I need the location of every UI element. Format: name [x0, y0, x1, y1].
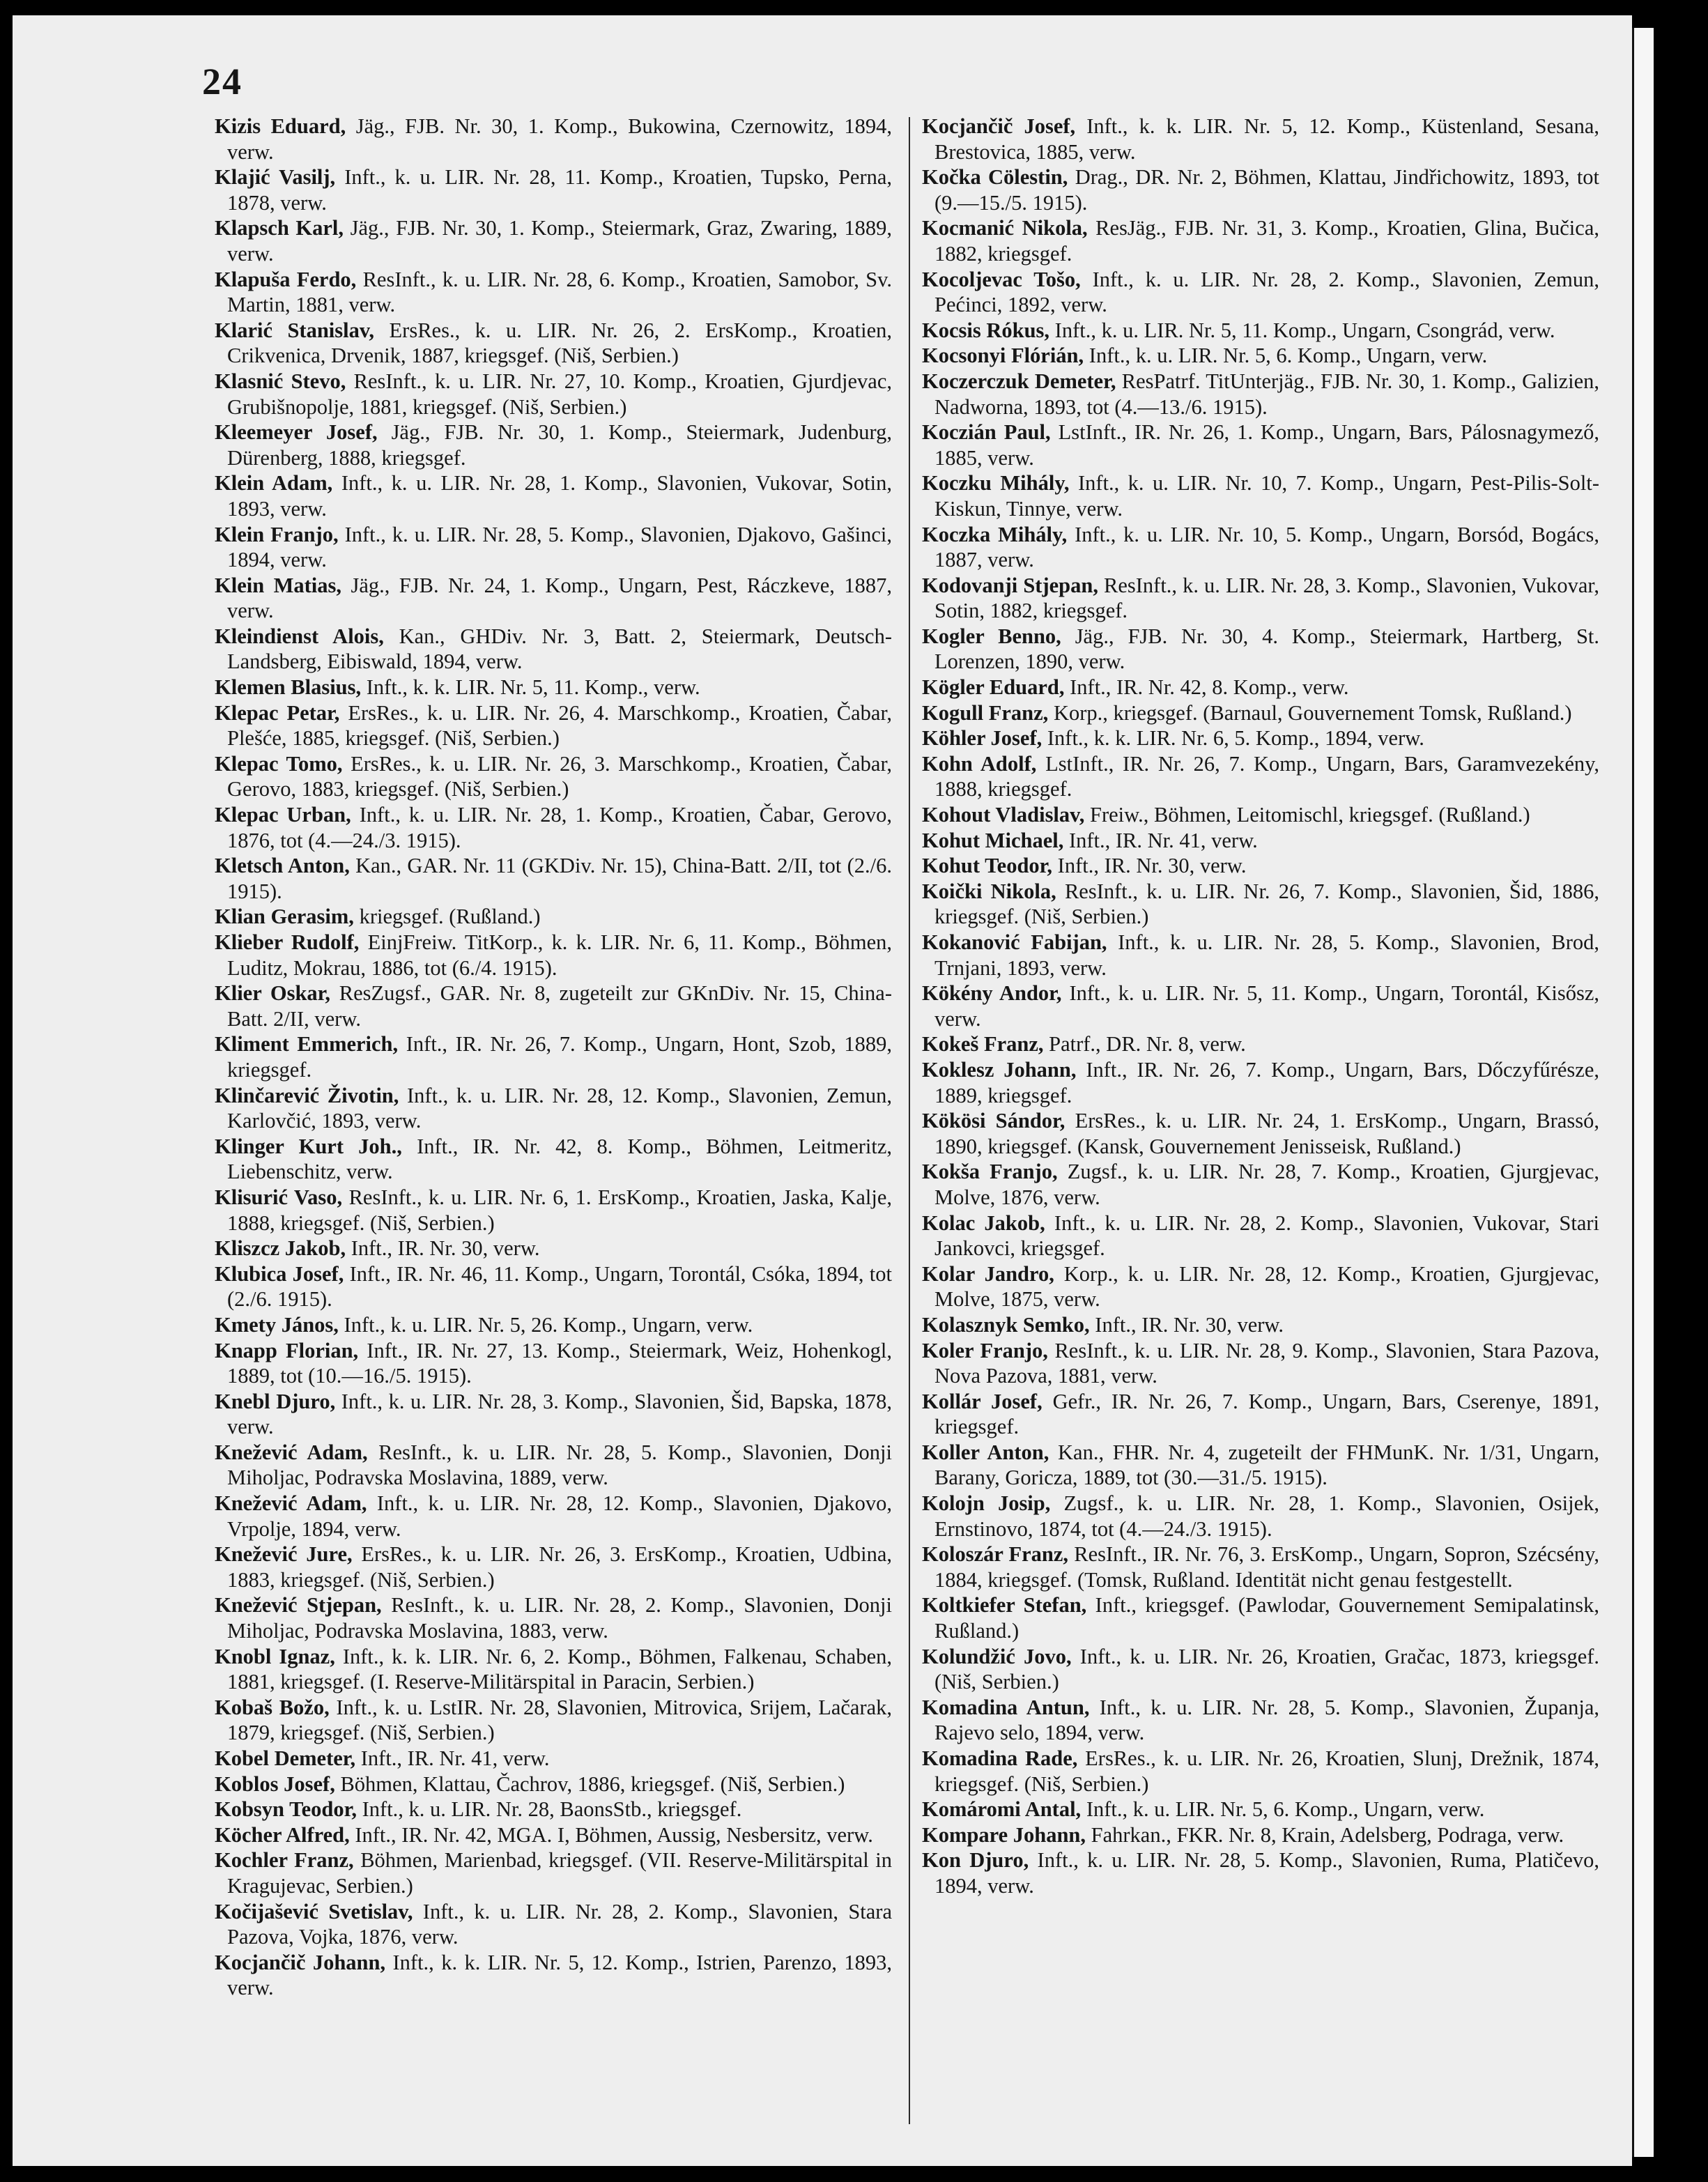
- entry-details: ResInft., k. u. LIR. Nr. 6, 1. ErsKomp., Kroatien, Jaska, Kalje, 1888, kriegsgef. (Niš, Serbien.): [227, 1185, 892, 1235]
- register-entry: [922, 624, 1599, 675]
- entry-details: Inft., k. k. LIR. Nr. 5, 12. Komp., Küstenland, Sesana, Brestovica, 1885, verw.: [934, 114, 1600, 164]
- entry-details: Korp., kriegsgef. (Barnaul, Gouvernement Tomsk, Rußland.): [1053, 700, 1572, 725]
- entry-name: Knobl Ignaz,: [215, 1644, 335, 1668]
- entry-name: Koloszár Franz,: [922, 1542, 1069, 1567]
- entry-details: Inft., k. k. LIR. Nr. 5, 12. Komp., Istrien, Parenzo, 1893, verw.: [227, 1950, 892, 2000]
- entry-details: Jäg., FJB. Nr. 24, 1. Komp., Ungarn, Pest, Ráczkeve, 1887, verw.: [227, 573, 892, 623]
- entry-details: Inft., k. u. LIR. Nr. 28, 3. Komp., Slavonien, Šid, Bapska, 1878, verw.: [227, 1389, 892, 1439]
- register-entry: [215, 700, 892, 751]
- entry-details: Inft., k. u. LIR. Nr. 5, 6. Komp., Ungarn, verw.: [1086, 1797, 1485, 1822]
- register-entry: [215, 215, 892, 266]
- register-entry: [922, 215, 1599, 266]
- entry-details: Inft., IR. Nr. 41, verw.: [1068, 828, 1258, 852]
- entry-name: Kokša Franjo,: [922, 1160, 1058, 1184]
- register-entry: [922, 369, 1599, 420]
- register-entry: [215, 1134, 892, 1185]
- register-entry: [215, 1083, 892, 1134]
- entry-details: Inft., k. u. LIR. Nr. 10, 5. Komp., Ungarn, Borsód, Bogács, 1887, verw.: [934, 522, 1600, 572]
- register-entry: [215, 1261, 892, 1312]
- entry-details: ResZugsf., GAR. Nr. 8, zugeteilt zur GKnDiv. Nr. 15, China-Batt. 2/II, verw.: [227, 981, 892, 1031]
- entry-name: Kletsch Anton,: [215, 854, 350, 878]
- register-entry: [922, 828, 1599, 854]
- entry-name: Koller Anton,: [922, 1440, 1049, 1464]
- entry-name: Kocjančič Johann,: [215, 1950, 386, 1974]
- entry-details: Inft., k. u. LIR. Nr. 28, 1. Komp., Slavonien, Vukovar, Sotin, 1893, verw.: [227, 471, 892, 521]
- entry-details: ResInft., k. u. LIR. Nr. 28, 6. Komp., Kroatien, Samobor, Sv. Martin, 1881, verw.: [227, 267, 893, 317]
- entry-name: Kohout Vladislav,: [922, 803, 1085, 827]
- entry-details: Inft., k. u. LIR. Nr. 5, 26. Komp., Ungarn, verw.: [344, 1312, 753, 1337]
- entry-name: Kökény Andor,: [922, 981, 1062, 1006]
- entry-name: Kohn Adolf,: [922, 751, 1037, 776]
- entry-name: Kolac Jakob,: [922, 1211, 1045, 1235]
- entry-name: Kogull Franz,: [922, 700, 1049, 725]
- entry-name: Kmety János,: [215, 1312, 339, 1337]
- entry-name: Koički Nikola,: [922, 879, 1056, 903]
- register-entry: [922, 1261, 1599, 1312]
- entry-name: Koklesz Johann,: [922, 1057, 1077, 1082]
- entry-details: kriegsgef. (Rußland.): [359, 905, 541, 929]
- register-entry: [215, 1185, 892, 1236]
- entry-name: Klein Matias,: [215, 573, 342, 597]
- register-entry: [215, 853, 892, 904]
- entry-name: Koler Franjo,: [922, 1338, 1048, 1362]
- register-entry: [922, 573, 1599, 624]
- entry-details: Inft., k. u. LIR. Nr. 28, 2. Komp., Slavonien, Stara Pazova, Vojka, 1876, verw.: [227, 1899, 892, 1949]
- register-entry: [215, 930, 892, 981]
- entry-name: Klinčarević Životin,: [215, 1083, 399, 1107]
- entry-details: Inft., IR. Nr. 26, 7. Komp., Ungarn, Hont, Szob, 1889, kriegsgef.: [227, 1032, 892, 1082]
- register-entry: [922, 1108, 1599, 1159]
- entry-name: Komadina Rade,: [922, 1746, 1078, 1770]
- register-entry: [215, 1491, 892, 1542]
- entry-details: Inft., k. u. LIR. Nr. 28, 1. Komp., Kroatien, Čabar, Gerovo, 1876, tot (4.—24./3. 1915).: [227, 803, 892, 852]
- entry-name: Kompare Johann,: [922, 1822, 1086, 1847]
- register-entry: [215, 1746, 892, 1772]
- entry-details: ResInft., k. u. LIR. Nr. 28, 2. Komp., Slavonien, Donji Miholjac, Podravska Moslavina, 1883, verw.: [227, 1593, 892, 1643]
- entry-name: Koczián Paul,: [922, 420, 1051, 445]
- entry-name: Kohut Michael,: [922, 828, 1064, 852]
- register-entry: [215, 1822, 892, 1848]
- entry-name: Knežević Adam,: [215, 1440, 368, 1464]
- entry-name: Kollár Josef,: [922, 1389, 1043, 1413]
- entry-details: ErsRes., k. u. LIR. Nr. 26, Kroatien, Slunj, Drežnik, 1874, kriegsgef. (Niš, Serbien.): [934, 1746, 1599, 1796]
- entry-details: LstInft., IR. Nr. 26, 7. Komp., Ungarn, Bars, Garamvezekény, 1888, kriegsgef.: [934, 751, 1599, 801]
- register-entry: [215, 675, 892, 700]
- entry-details: Inft., k. u. LIR. Nr. 28, 5. Komp., Slavonien, Djakovo, Gašinci, 1894, verw.: [227, 522, 892, 572]
- register-entry: [215, 1772, 892, 1797]
- entry-details: Inft., k. u. LIR. Nr. 28, 2. Komp., Slavonien, Zemun, Pećinci, 1892, verw.: [934, 267, 1600, 317]
- entry-details: Zugsf., k. u. LIR. Nr. 28, 7. Komp., Kroatien, Gjurgjevac, Molve, 1876, verw.: [934, 1160, 1600, 1209]
- entry-details: Inft., IR. Nr. 42, 8. Komp., Böhmen, Leitmeritz, Liebenschitz, verw.: [227, 1134, 892, 1184]
- left-column: [215, 114, 892, 2001]
- entry-name: Kočka Cölestin,: [922, 165, 1068, 190]
- register-entry: [922, 1644, 1599, 1695]
- register-entry: [922, 470, 1599, 521]
- entry-name: Koblos Josef,: [215, 1772, 335, 1796]
- register-entry: [215, 114, 892, 164]
- register-entry: [215, 318, 892, 369]
- entry-name: Kocsis Rókus,: [922, 318, 1050, 342]
- register-entry: [215, 1592, 892, 1643]
- entry-details: Böhmen, Marienbad, kriegsgef. (VII. Reserve-Militärspital in Kragujevac, Serbien.): [227, 1848, 893, 1898]
- register-entry: [922, 343, 1599, 369]
- entry-name: Kolar Jandro,: [922, 1261, 1054, 1286]
- entry-name: Knapp Florian,: [215, 1338, 359, 1362]
- entry-details: ResPatrf. TitUnterjäg., FJB. Nr. 30, 1. Komp., Galizien, Nadworna, 1893, tot (4.—13./6. 1915).: [934, 369, 1600, 419]
- entry-details: Zugsf., k. u. LIR. Nr. 28, 1. Komp., Slavonien, Osijek, Ernstinovo, 1874, tot (4.—24./3. 1915).: [934, 1491, 1600, 1541]
- register-entry: [215, 1847, 892, 1898]
- entry-name: Klepac Urban,: [215, 803, 351, 827]
- entry-details: Inft., IR. Nr. 30, verw.: [1057, 854, 1247, 878]
- register-entry: [922, 751, 1599, 802]
- register-entry: [922, 1695, 1599, 1746]
- register-entry: [215, 1312, 892, 1338]
- entry-details: Kan., FHR. Nr. 4, zugeteilt der FHMunK. Nr. 1/31, Ungarn, Barany, Goricza, 1889, tot (30.—31./5. 1915).: [934, 1440, 1600, 1490]
- register-entry: [922, 318, 1599, 344]
- entry-details: Fahrkan., FKR. Nr. 8, Krain, Adelsberg, Podraga, verw.: [1091, 1822, 1564, 1847]
- entry-name: Komadina Antun,: [922, 1695, 1090, 1719]
- entry-details: Inft., IR. Nr. 41, verw.: [360, 1746, 550, 1770]
- entry-name: Köhler Josef,: [922, 726, 1043, 751]
- entry-details: Korp., k. u. LIR. Nr. 28, 12. Komp., Kroatien, Gjurgjevac, Molve, 1875, verw.: [934, 1261, 1599, 1312]
- entry-details: Inft., k. u. LIR. Nr. 5, 11. Komp., Ungarn, Csongrád, verw.: [1054, 318, 1555, 342]
- entry-name: Knežević Jure,: [215, 1542, 353, 1567]
- entry-details: ResJäg., FJB. Nr. 31, 3. Komp., Kroatien, Glina, Bučica, 1882, kriegsgef.: [934, 216, 1599, 266]
- register-entry: [215, 369, 892, 420]
- entry-details: Inft., k. u. LIR. Nr. 5, 6. Komp., Ungarn, verw.: [1088, 344, 1488, 368]
- entry-name: Klajić Vasilj,: [215, 165, 336, 190]
- entry-details: ErsRes., k. u. LIR. Nr. 26, 2. ErsKomp., Kroatien, Crikvenica, Drvenik, 1887, kriegsgef. (Niš, Serbien.): [227, 318, 893, 368]
- entry-details: Inft., k. u. LIR. Nr. 28, 12. Komp., Slavonien, Zemun, Karlovčić, 1893, verw.: [227, 1083, 892, 1133]
- register-entry: [922, 1592, 1599, 1643]
- entry-name: Kočijašević Svetislav,: [215, 1899, 413, 1923]
- register-entry: [922, 420, 1599, 470]
- register-entry: [922, 1389, 1599, 1440]
- register-entry: [922, 1031, 1599, 1057]
- register-entry: [215, 624, 892, 675]
- entry-name: Koltkiefer Stefan,: [922, 1593, 1087, 1618]
- register-entry: [215, 164, 892, 215]
- entry-name: Knežević Stjepan,: [215, 1593, 382, 1618]
- entry-name: Kokanović Fabijan,: [922, 930, 1107, 954]
- register-entry: [215, 1440, 892, 1491]
- entry-details: ErsRes., k. u. LIR. Nr. 26, 3. ErsKomp., Kroatien, Udbina, 1883, kriegsgef. (Niš, Serbien.): [227, 1542, 893, 1592]
- entry-name: Kögler Eduard,: [922, 675, 1065, 700]
- entry-name: Kliment Emmerich,: [215, 1032, 399, 1057]
- entry-name: Klinger Kurt Joh.,: [215, 1134, 402, 1158]
- entry-name: Klapuša Ferdo,: [215, 267, 357, 291]
- register-entry: [215, 1950, 892, 2001]
- register-entry: [922, 675, 1599, 700]
- register-entry: [215, 981, 892, 1031]
- entry-name: Kobsyn Teodor,: [215, 1797, 357, 1822]
- entry-name: Kobaš Božo,: [215, 1695, 330, 1719]
- entry-details: Jäg., FJB. Nr. 30, 1. Komp., Steiermark, Graz, Zwaring, 1889, verw.: [227, 216, 893, 266]
- entry-details: Inft., k. u. LIR. Nr. 28, 12. Komp., Slavonien, Djakovo, Vrpolje, 1894, verw.: [227, 1491, 892, 1541]
- entry-name: Klein Adam,: [215, 471, 333, 495]
- entry-details: EinjFreiw. TitKorp., k. k. LIR. Nr. 6, 11. Komp., Böhmen, Luditz, Mokrau, 1886, tot (6./4. 1915).: [227, 930, 893, 980]
- entry-name: Köcher Alfred,: [215, 1822, 350, 1847]
- entry-name: Klein Franjo,: [215, 522, 339, 546]
- entry-name: Kolundžić Jovo,: [922, 1644, 1072, 1668]
- entry-details: Inft., k. u. LIR. Nr. 28, 5. Komp., Slavonien, Županja, Rajevo selo, 1894, verw.: [934, 1695, 1600, 1745]
- entry-name: Kizis Eduard,: [215, 114, 346, 138]
- entry-details: Inft., k. u. LIR. Nr. 28, 2. Komp., Slavonien, Vukovar, Stari Jankovci, kriegsgef.: [934, 1211, 1600, 1261]
- entry-name: Koczka Mihály,: [922, 522, 1068, 546]
- entry-name: Koczku Mihály,: [922, 471, 1070, 495]
- entry-name: Kolasznyk Semko,: [922, 1312, 1090, 1337]
- entry-name: Klapsch Karl,: [215, 216, 344, 240]
- register-entry: [215, 267, 892, 318]
- entry-name: Kocmanić Nikola,: [922, 216, 1088, 240]
- register-entry: [215, 802, 892, 853]
- register-entry: [922, 853, 1599, 879]
- register-entry: [922, 879, 1599, 930]
- entry-name: Klemen Blasius,: [215, 675, 362, 700]
- register-entry: [922, 1822, 1599, 1848]
- entry-name: Klasnić Stevo,: [215, 369, 346, 393]
- entry-name: Kobel Demeter,: [215, 1746, 356, 1770]
- register-entry: [922, 1491, 1599, 1542]
- register-entry: [215, 1644, 892, 1695]
- entry-details: LstInft., IR. Nr. 26, 1. Komp., Ungarn, Bars, Pálosnagymező, 1885, verw.: [934, 420, 1599, 470]
- entry-details: Inft., k. u. LIR. Nr. 26, Kroatien, Gračac, 1873, kriegsgef. (Niš, Serbien.): [934, 1644, 1600, 1694]
- entry-name: Klian Gerasim,: [215, 905, 354, 929]
- entry-details: Drag., DR. Nr. 2, Böhmen, Klattau, Jindřichowitz, 1893, tot (9.—15./5. 1915).: [934, 165, 1600, 215]
- entry-details: Böhmen, Klattau, Čachrov, 1886, kriegsgef. (Niš, Serbien.): [340, 1772, 845, 1796]
- entry-details: ErsRes., k. u. LIR. Nr. 26, 4. Marschkomp., Kroatien, Čabar, Plešće, 1885, kriegsgef. (Niš, Serbien.): [227, 700, 893, 751]
- register-entry: [215, 1695, 892, 1746]
- entry-name: Kleemeyer Josef,: [215, 420, 378, 445]
- register-entry: [922, 1797, 1599, 1822]
- entry-name: Kolojn Josip,: [922, 1491, 1051, 1516]
- register-entry: [922, 1057, 1599, 1108]
- entry-details: Inft., IR. Nr. 26, 7. Komp., Ungarn, Bars, Dőczyfűrésze, 1889, kriegsgef.: [934, 1057, 1599, 1107]
- entry-details: Inft., k. u. LIR. Nr. 28, 5. Komp., Slavonien, Ruma, Platičevo, 1894, verw.: [934, 1848, 1599, 1898]
- entry-details: Inft., kriegsgef. (Pawlodar, Gouvernement Semipalatinsk, Rußland.): [934, 1593, 1599, 1643]
- entry-name: Klepac Petar,: [215, 700, 340, 725]
- entry-name: Klepac Tomo,: [215, 751, 343, 776]
- entry-details: ResInft., k. u. LIR. Nr. 28, 3. Komp., Slavonien, Vukovar, Sotin, 1882, kriegsgef.: [934, 573, 1599, 623]
- register-entry: [922, 725, 1599, 751]
- entry-name: Kohut Teodor,: [922, 854, 1053, 878]
- entry-details: ResInft., k. u. LIR. Nr. 28, 9. Komp., Slavonien, Stara Pazova, Nova Pazova, 1881, verw.: [934, 1338, 1599, 1388]
- entry-details: Inft., k. k. LIR. Nr. 6, 2. Komp., Böhmen, Falkenau, Schaben, 1881, kriegsgef. (I. Reserve-Militärspital in Paracin, Serbien.): [227, 1644, 892, 1694]
- entry-details: Inft., k. k. LIR. Nr. 6, 5. Komp., 1894, verw.: [1047, 726, 1424, 751]
- entry-name: Koczerczuk Demeter,: [922, 369, 1116, 393]
- register-entry: [215, 522, 892, 573]
- register-entry: [922, 1159, 1599, 1210]
- entry-details: Inft., IR. Nr. 30, verw.: [351, 1236, 540, 1261]
- entry-details: ErsRes., k. u. LIR. Nr. 24, 1. ErsKomp., Ungarn, Brassó, 1890, kriegsgef. (Kansk, Gouvernement Jenisseisk, Rußland.): [934, 1109, 1599, 1158]
- entry-name: Knežević Adam,: [215, 1491, 367, 1516]
- entry-name: Kochler Franz,: [215, 1848, 354, 1873]
- entry-details: Inft., IR. Nr. 46, 11. Komp., Ungarn, Torontál, Csóka, 1894, tot (2./6. 1915).: [227, 1261, 892, 1312]
- register-entry: [215, 420, 892, 470]
- entry-details: Jäg., FJB. Nr. 30, 4. Komp., Steiermark, Hartberg, St. Lorenzen, 1890, verw.: [934, 624, 1600, 674]
- entry-name: Klarić Stanislav,: [215, 318, 375, 342]
- register-entry: [215, 1797, 892, 1822]
- register-entry: [215, 573, 892, 624]
- entry-details: Patrf., DR. Nr. 8, verw.: [1049, 1032, 1246, 1057]
- entry-name: Kon Djuro,: [922, 1848, 1029, 1873]
- entry-name: Kocsonyi Flórián,: [922, 344, 1084, 368]
- register-entry: [922, 802, 1599, 828]
- entry-details: Inft., IR. Nr. 42, 8. Komp., verw.: [1070, 675, 1349, 700]
- entry-details: Jäg., FJB. Nr. 30, 1. Komp., Bukowina, Czernowitz, 1894, verw.: [227, 114, 892, 164]
- column-divider: [909, 117, 910, 2124]
- register-entry: [922, 522, 1599, 573]
- entry-name: Komáromi Antal,: [922, 1797, 1082, 1822]
- entry-details: Freiw., Böhmen, Leitomischl, kriegsgef. (Rußland.): [1089, 803, 1530, 827]
- right-column: [922, 114, 1599, 1899]
- entry-name: Kodovanji Stjepan,: [922, 573, 1098, 597]
- register-entry: [922, 114, 1599, 164]
- entry-name: Klier Oskar,: [215, 981, 331, 1006]
- register-entry: [215, 904, 892, 930]
- register-entry: [922, 1312, 1599, 1338]
- entry-details: Inft., k. u. LIR. Nr. 28, BaonsStb., kriegsgef.: [362, 1797, 742, 1822]
- entry-details: Gefr., IR. Nr. 26, 7. Komp., Ungarn, Bars, Cserenye, 1891, kriegsgef.: [934, 1389, 1599, 1439]
- register-entry: [215, 1542, 892, 1592]
- register-entry: [215, 1899, 892, 1950]
- register-entry: [922, 1847, 1599, 1898]
- register-entry: [922, 1211, 1599, 1261]
- entry-name: Knebl Djuro,: [215, 1389, 336, 1413]
- entry-details: Inft., k. k. LIR. Nr. 5, 11. Komp., verw.: [366, 675, 700, 700]
- entry-details: Jäg., FJB. Nr. 30, 1. Komp., Steiermark, Judenburg, Dürenberg, 1888, kriegsgef.: [227, 420, 893, 470]
- entry-details: Inft., IR. Nr. 42, MGA. I, Böhmen, Aussig, Nesbersitz, verw.: [355, 1822, 873, 1847]
- register-entry: [922, 1440, 1599, 1491]
- register-entry: [215, 470, 892, 521]
- entry-name: Kocjančič Josef,: [922, 114, 1076, 138]
- entry-details: ResInft., k. u. LIR. Nr. 27, 10. Komp., Kroatien, Gjurdjevac, Grubišnopolje, 1881, kriegsgef. (Niš, Serbien.): [227, 369, 892, 419]
- entry-name: Kocoljevac Tošo,: [922, 267, 1081, 291]
- entry-details: Kan., GAR. Nr. 11 (GKDiv. Nr. 15), China-Batt. 2/II, tot (2./6. 1915).: [227, 854, 893, 903]
- entry-name: Kökösi Sándor,: [922, 1109, 1065, 1133]
- entry-details: ResInft., IR. Nr. 76, 3. ErsKomp., Ungarn, Sopron, Szécsény, 1884, kriegsgef. (Tomsk, Rußland. Identität nicht genau festgestellt.: [934, 1542, 1599, 1592]
- entry-details: Inft., k. u. LIR. Nr. 28, 5. Komp., Slavonien, Brod, Trnjani, 1893, verw.: [934, 930, 1599, 980]
- entry-name: Kokeš Franz,: [922, 1032, 1044, 1057]
- entry-details: Inft., IR. Nr. 30, verw.: [1095, 1312, 1284, 1337]
- entry-details: Inft., IR. Nr. 27, 13. Komp., Steiermark, Weiz, Hohenkogl, 1889, tot (10.—16./5. 1915).: [227, 1338, 892, 1388]
- entry-name: Klieber Rudolf,: [215, 930, 360, 954]
- register-entry: [922, 164, 1599, 215]
- register-entry: [922, 700, 1599, 726]
- register-entry: [922, 1542, 1599, 1592]
- entry-details: Inft., k. u. LIR. Nr. 10, 7. Komp., Ungarn, Pest-Pilis-Solt-Kiskun, Tinnye, verw.: [934, 471, 1599, 521]
- register-entry: [215, 1236, 892, 1261]
- entry-details: Inft., k. u. LIR. Nr. 5, 11. Komp., Ungarn, Torontál, Kisősz, verw.: [934, 981, 1600, 1031]
- register-entry: [215, 1338, 892, 1389]
- register-entry: [922, 981, 1599, 1031]
- entry-details: Inft., k. u. LIR. Nr. 28, 11. Komp., Kroatien, Tupsko, Perna, 1878, verw.: [227, 165, 893, 215]
- entry-name: Kliszcz Jakob,: [215, 1236, 346, 1261]
- register-entry: [922, 930, 1599, 981]
- register-entry: [922, 267, 1599, 318]
- entry-name: Kleindienst Alois,: [215, 624, 384, 648]
- entry-details: ResInft., k. u. LIR. Nr. 28, 5. Komp., Slavonien, Donji Miholjac, Podravska Moslavina, 1889, verw.: [227, 1440, 892, 1490]
- register-entry: [215, 1031, 892, 1082]
- register-entry: [215, 1389, 892, 1440]
- entry-details: Inft., k. u. LstIR. Nr. 28, Slavonien, Mitrovica, Srijem, Lačarak, 1879, kriegsgef. (Niš, Serbien.): [227, 1695, 893, 1745]
- entry-details: ErsRes., k. u. LIR. Nr. 26, 3. Marschkomp., Kroatien, Čabar, Gerovo, 1883, kriegsgef. (Niš, Serbien.): [227, 751, 893, 801]
- page-edge: [1632, 28, 1654, 2157]
- entry-details: ResInft., k. u. LIR. Nr. 26, 7. Komp., Slavonien, Šid, 1886, kriegsgef. (Niš, Serbien.): [934, 879, 1599, 929]
- entry-details: Kan., GHDiv. Nr. 3, Batt. 2, Steiermark, Deutsch-Landsberg, Eibiswald, 1894, verw.: [227, 624, 893, 674]
- register-entry: [922, 1338, 1599, 1389]
- entry-name: Kogler Benno,: [922, 624, 1061, 648]
- register-entry: [922, 1746, 1599, 1797]
- register-entry: [215, 751, 892, 802]
- entry-name: Klubica Josef,: [215, 1261, 344, 1286]
- page-number: 24: [202, 61, 243, 102]
- entry-name: Klisurić Vaso,: [215, 1185, 343, 1209]
